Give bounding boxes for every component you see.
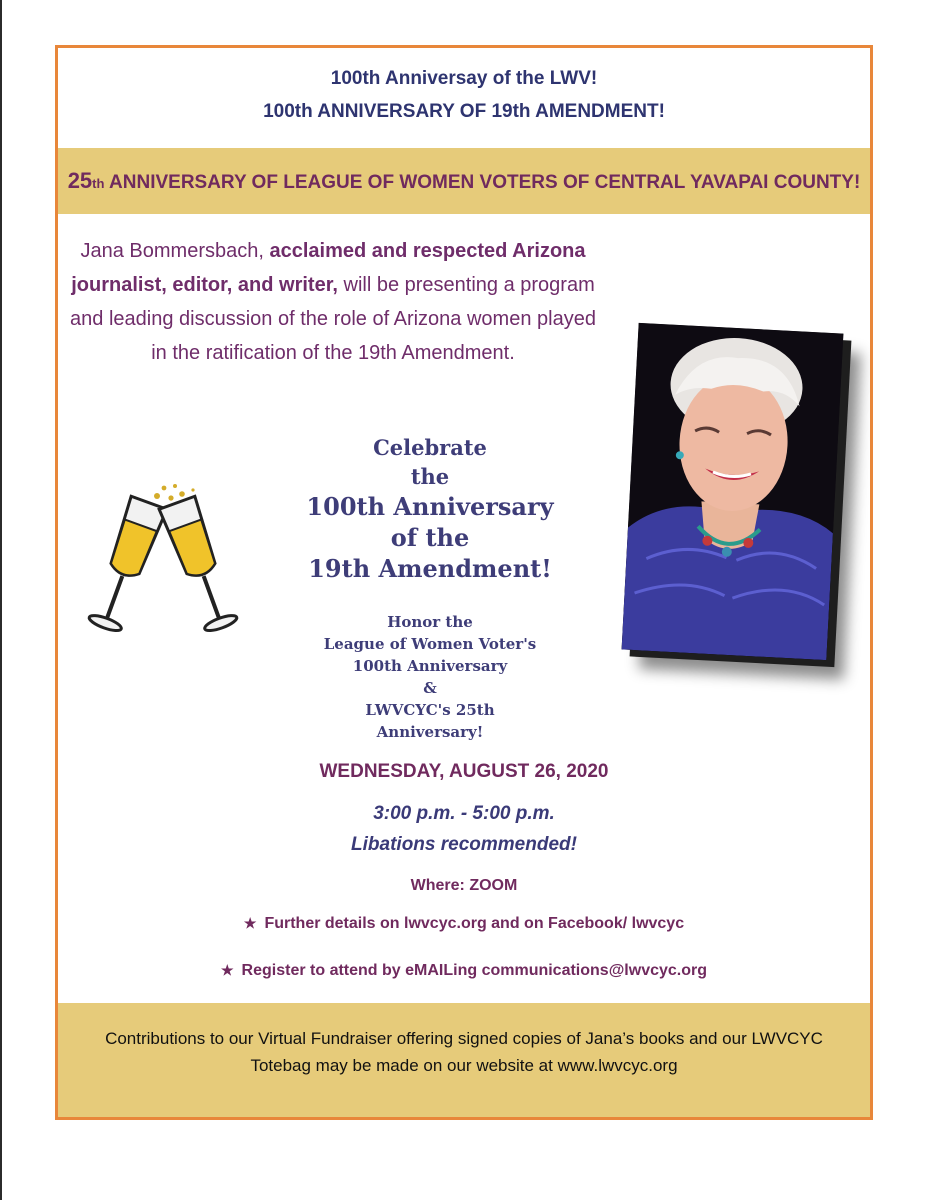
further-details-text[interactable]: Further details on lwvcyc.org and on Facebook/ lwvcyc	[264, 915, 685, 932]
portrait-photo	[622, 323, 844, 660]
star-icon: ★	[243, 915, 257, 931]
speaker-credentials: acclaimed and respected Arizona journalist, editor, and writer,	[71, 240, 586, 296]
further-details-line	[58, 915, 870, 933]
honor-text: Honor the League of Women Voter's 100th Anniversary & LWVCYC's 25th Anniversary!	[323, 613, 537, 741]
celebrate-heading: Celebrate the 100th Anniversary of the 19th Amendment!	[306, 435, 554, 583]
libations-note: Libations recommended!	[351, 834, 577, 855]
star-icon: ★	[220, 962, 234, 978]
register-email-text[interactable]: Register to attend by eMAILing communications@lwvcyc.org	[241, 962, 707, 979]
event-date: WEDNESDAY, AUGUST 26, 2020	[319, 761, 609, 782]
speaker-intro	[68, 234, 598, 370]
header-line-lwv: 100th Anniversay of the LWV!	[330, 68, 598, 89]
fundraiser-banner	[58, 1003, 870, 1117]
portrait-illustration	[622, 323, 844, 660]
event-time	[58, 798, 870, 860]
speaker-name: Jana Bommersbach,	[80, 240, 270, 262]
anniversary-banner	[58, 148, 870, 214]
program-description: will be presenting a program and leading discussion of the role of Arizona women played in the ratification of the 19th Amendment.	[70, 274, 596, 364]
event-time-range: 3:00 p.m. - 5:00 p.m.	[373, 803, 555, 824]
champagne-glasses-icon	[63, 480, 263, 640]
fundraiser-text: Contributions to our Virtual Fundraiser offering signed copies of Jana’s books and our LWVCYC Totebag may be made on our website at www.lwvcyc.org	[105, 1029, 823, 1075]
page-edge	[0, 0, 2, 1200]
header-line-amendment: 100th ANNIVERSARY OF 19th AMENDMENT!	[263, 101, 665, 122]
header	[58, 62, 870, 128]
anniversary-banner-text: 25th ANNIVERSARY OF LEAGUE OF WOMEN VOTERS OF CENTRAL YAVAPAI COUNTY!	[67, 168, 861, 193]
event-location: Where: ZOOM	[410, 877, 518, 894]
register-line	[58, 962, 870, 980]
flyer-frame	[55, 45, 873, 1120]
